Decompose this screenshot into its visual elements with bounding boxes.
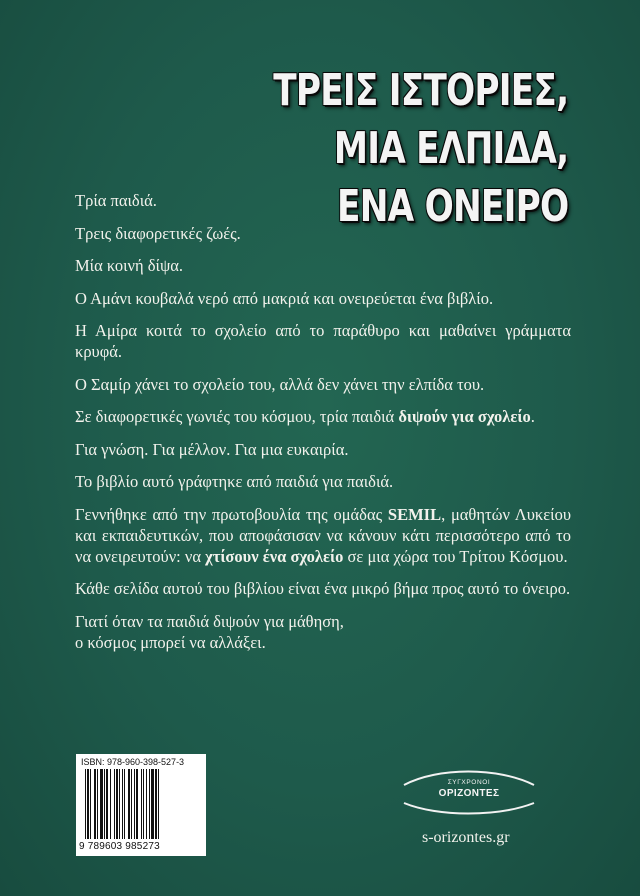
closing-line-1: Γιατί όταν τα παιδιά διψούν για μάθηση, xyxy=(75,611,344,631)
blurb-line xyxy=(75,406,571,427)
blurb-line: Τρεις διαφορετικές ζωές. xyxy=(75,223,241,243)
logo-word-top: ΣΥΓΧΡΟΝΟΙ xyxy=(447,779,491,786)
blurb-line: Η Αμίρα κοιτά το σχολείο από το παράθυρο και μαθαίνει γράμματα κρυφά. xyxy=(75,321,571,361)
blurb-segment: . xyxy=(530,407,535,426)
blurb-text xyxy=(75,190,571,664)
logo-word-bottom: ΟΡΙΖΟΝΤΕΣ xyxy=(438,788,500,799)
title-line-1: ΤΡΕΙΣ ΙΣΤΟΡΙΕΣ, xyxy=(272,65,568,116)
blurb-segment: σε μια χώρα του Τρίτου Κόσμου. xyxy=(343,546,568,566)
barcode-digits: 9 789603 985273 xyxy=(79,841,160,852)
blurb-closing xyxy=(75,611,571,653)
blurb-paragraph: Κάθε σελίδα αυτού του βιβλίου είναι ένα μικρό βήμα προς αυτό το όνειρο. xyxy=(75,579,571,598)
barcode-bars-icon xyxy=(85,769,197,841)
blurb-line: Τρία παιδιά. xyxy=(75,191,157,210)
blurb-segment: Γεννήθηκε από την πρωτοβουλία της ομάδας xyxy=(75,504,388,524)
blurb-line: Ο Αμάνι κουβαλά νερό από μακριά και ονειρεύεται ένα βιβλίο. xyxy=(75,288,494,308)
publisher-logo xyxy=(398,765,540,821)
blurb-segment: Σε διαφορετικές γωνιές του κόσμου, τρία παιδιά xyxy=(75,407,399,426)
group-name: SEMIL xyxy=(387,504,442,524)
blurb-segment: , μαθητών Λυκείου και εκπαιδευτικών, που αποφάσισαν να κάνουν κάτι περισσότερο από το να ονειρευτούν: να xyxy=(75,504,571,566)
closing-line-2: ο κόσμος μπορεί να αλλάξει. xyxy=(75,632,266,652)
blurb-line: Για γνώση. Για μέλλον. Για μια ευκαιρία. xyxy=(75,439,349,459)
title-line-3: ΕΝΑ ΟΝΕΙΡΟ xyxy=(336,181,568,232)
publisher-website: s-orizontes.gr xyxy=(422,829,510,846)
blurb-emphasis: χτίσουν ένα σχολείο xyxy=(205,546,344,566)
title-line-2: ΜΙΑ ΕΛΠΙΔΑ, xyxy=(333,123,568,174)
blurb-line: Ο Σαμίρ χάνει το σχολείο του, αλλά δεν χάνει την ελπίδα του. xyxy=(75,374,485,394)
isbn-label: ISBN: 978-960-398-527-3 xyxy=(81,757,185,767)
blurb-line: Μία κοινή δίψα. xyxy=(75,256,184,275)
blurb-line: Το βιβλίο αυτό γράφτηκε από παιδιά για παιδιά. xyxy=(75,472,394,491)
isbn-barcode xyxy=(76,754,206,856)
blurb-paragraph xyxy=(75,504,571,567)
blurb-emphasis: διψούν για σχολείο xyxy=(398,407,531,426)
